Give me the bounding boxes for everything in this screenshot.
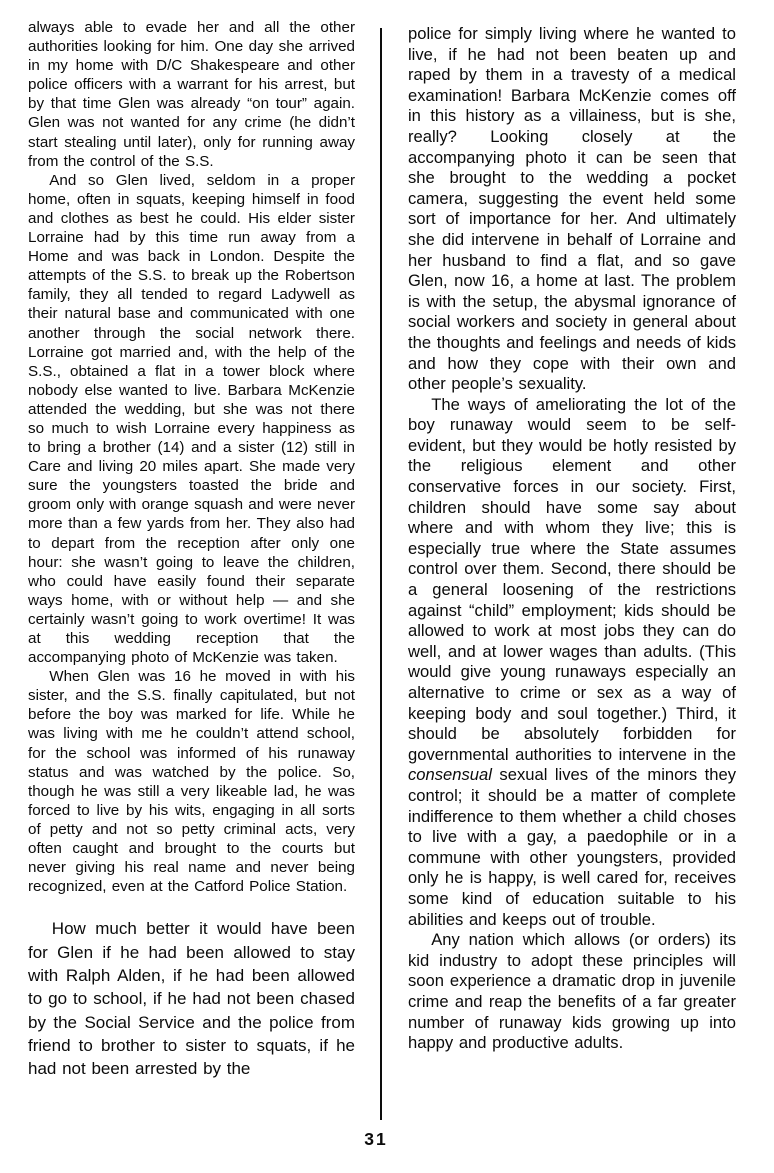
right-paragraph-2-text-before: The ways of ameliorating the lot of the boy runaway would seem to be self-evident, but they would be hotly resisted by the religious element and other conservative forces in our society. First, children should have some say about where and with whom they live; this is especially true where the State assumes control over them. Second, there should be a general loosening of the restrictions against “child” employment; kids should be allowed to work at most jobs they can do well, and at lower wages than adults. (This would give young runaways especially an alternative to crime or sex as a way of keeping body and soul together.) Third, it should be absolutely forbidden for governmental authorities to intervene in the	[408, 394, 736, 764]
column-divider-rule	[380, 28, 382, 1120]
page-number: 31	[364, 1129, 388, 1149]
italic-word-consensual: consensual	[408, 765, 492, 785]
right-paragraph-continuation: police for simply living where he wanted to live, if he had not been beaten up and raped by them in a travesty of a medical examination! Barbara McKenzie comes off in this history as a villainess, but is she, really? Looking closely at the accompanying photo it can be seen that she brought to the wedding a pocket camera, suggesting the event held some sort of importance for her. And ultimately she did intervene in behalf of Lorraine and her husband to find a flat, and so gave Glen, now 16, a home at last. The problem is with the setup, the abysmal ignorance of social workers and society in general about the thoughts and feelings and needs of kids and how they cope with their own and other people’s sexuality.	[408, 24, 736, 394]
right-paragraph-2	[408, 395, 736, 930]
left-paragraph-3: When Glen was 16 he moved in with his sister, and the S.S. finally capitulated, but not before the boy was marked for life. While he was living with me he couldn’t attend school, for the school was informed of his runaway status and was watched by the police. So, though he was still a very likeable lad, he was forced to live by his wits, engaging in all sorts of petty and not so petty criminal acts, very often caught and brought to the courts but never giving his real name and never being recognized, even at the Catford Police Station.	[28, 668, 355, 896]
left-paragraph-2: And so Glen lived, seldom in a proper home, often in squats, keeping himself in food and clothes as best he could. His elder sister Lorraine had by this time run away from a Home and was back in London. Despite the attempts of the S.S. to break up the Robertson family, they all tended to regard Ladywell as their natural base and communicated with one another through the social network there. Lorraine got married and, with the help of the S.S., obtained a flat in a tower block where nobody else wanted to live. Barbara McKenzie attended the wedding, but she was not there so much to wish Lorraine every happiness as to bring a brother (14) and a sister (12) still in Care and living 20 miles apart. She made very sure the youngsters toasted the bride and groom only with orange squash and were never more than a few yards from her. They also had to depart from the reception after only one hour: she wasn’t going to leave the children, who could have easily found their separate ways home, with or without help — and she certainly wasn’t going to work overtime! It was at this wedding reception that the accompanying photo of McKenzie was taken.	[28, 171, 355, 667]
right-paragraph-3: Any nation which allows (or orders) its kid industry to adopt these principles will soon experience a dramatic drop in juvenile crime and reap the benefits of a far greater number of runaway kids growing up into happy and productive adults.	[408, 930, 736, 1053]
left-paragraph-continuation: always able to evade her and all the other authorities looking for him. One day she arrived in my home with D/C Shakespeare and other police officers with a warrant for his arrest, but by that time Glen was already “on tour” again. Glen was not wanted for any crime (he didn’t start stealing until later), only for running away from the control of the S.S.	[28, 19, 355, 170]
left-column	[28, 18, 355, 1080]
left-paragraph-4: How much better it would have been for Glen if he had been allowed to stay with Ralph Alden, if he had been allowed to go to school, if he had not been chased by the Social Service and the police from friend to brother to sister to squats, if he had not been arrested by the	[28, 919, 355, 1079]
right-column	[408, 24, 736, 1054]
right-paragraph-2-text-after: sexual lives of the minors they control; it should be a matter of complete indifference to them whether a child choses to live with a gay, a paedophile or in a commune with other youngsters, provided only he is happy, is well cared for, receives some kind of education suitable to his abilities and keeps out of trouble.	[408, 765, 736, 929]
